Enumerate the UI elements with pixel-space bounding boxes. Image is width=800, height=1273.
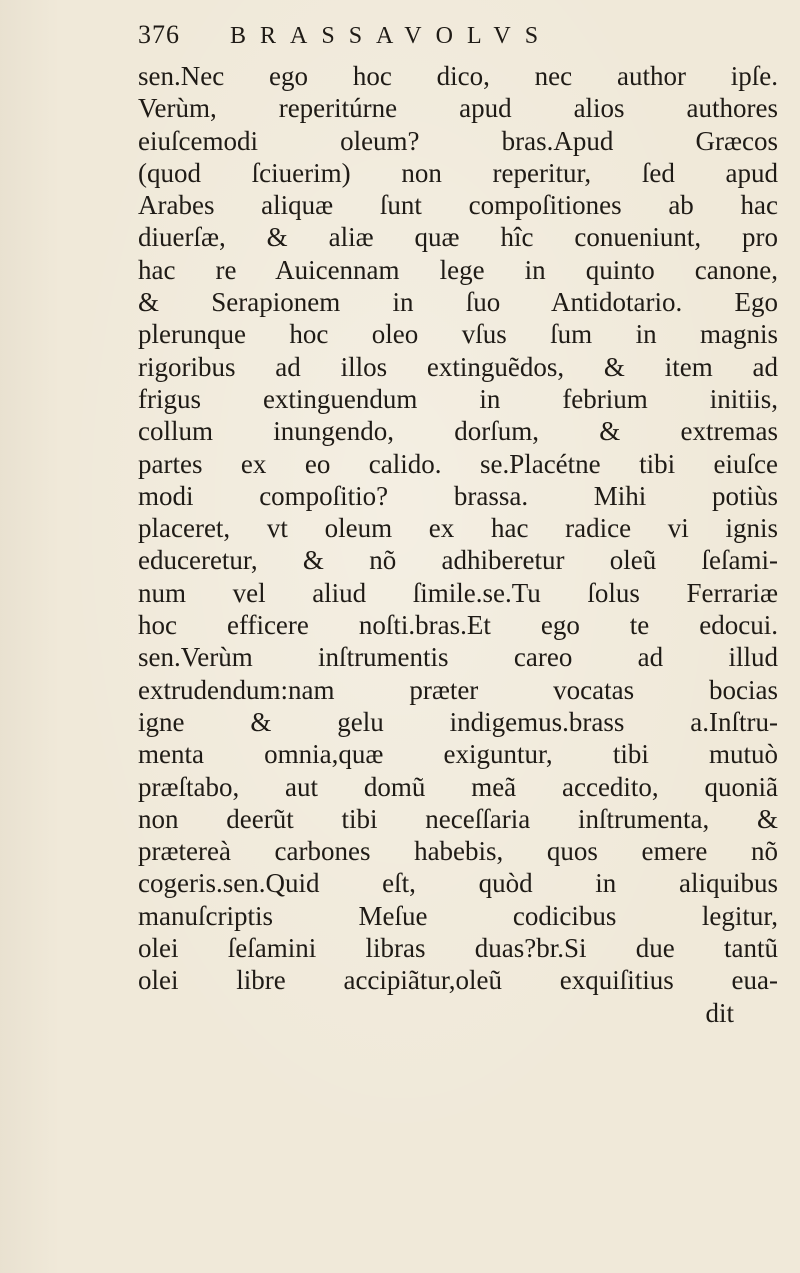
text-line: placeret, vt oleum ex hac radice vi ignis bbox=[138, 513, 778, 544]
text-line: rigoribus ad illos extinguẽdos, & item ad bbox=[138, 351, 778, 382]
text-line: Arabes aliquæ ſunt compoſitiones ab hac bbox=[138, 190, 778, 221]
text-line-final: dit bbox=[705, 997, 734, 1028]
running-head bbox=[138, 20, 698, 56]
text-line: collum inungendo, dorſum, & extremas bbox=[138, 416, 778, 447]
text-line: num vel aliud ſimile.se.Tu ſolus Ferrariæ bbox=[138, 577, 778, 608]
text-line: extrudendum:nam præter vocatas bocias bbox=[138, 674, 778, 705]
text-line: & Serapionem in ſuo Antidotario. Ego bbox=[138, 287, 778, 318]
text-line: menta omnia,quæ exiguntur, tibi mutuò bbox=[138, 739, 778, 770]
running-title: BRASSAVOLVS bbox=[230, 23, 553, 49]
text-line: (quod ſciuerim) non reperitur, ſed apud bbox=[138, 157, 778, 188]
text-line: eiuſcemodi oleum? bras.Apud Græcos bbox=[138, 125, 778, 156]
text-line: diuerſæ, & aliæ quæ hîc conueniunt, pro bbox=[138, 222, 778, 253]
text-line: Verùm, reperitúrne apud alios authores bbox=[138, 93, 778, 124]
text-line: prætereà carbones habebis, quos emere nõ bbox=[138, 836, 778, 867]
text-line: frigus extinguendum in febrium initiis, bbox=[138, 383, 778, 414]
text-line: educeretur, & nõ adhiberetur oleũ ſeſami- bbox=[138, 545, 778, 576]
page-number: 376 bbox=[138, 20, 180, 49]
text-line: cogeris.sen.Quid eſt, quòd in aliquibus bbox=[138, 868, 778, 899]
text-line: non deerũt tibi neceſſaria inſtrumenta, & bbox=[138, 803, 778, 834]
text-line: modi compoſitio? brassa. Mihi potiùs bbox=[138, 480, 778, 511]
body-text bbox=[138, 60, 778, 1029]
text-line: olei ſeſamini libras duas?br.Si due tantũ bbox=[138, 933, 778, 964]
text-line: manuſcriptis Meſue codicibus legitur, bbox=[138, 900, 778, 931]
text-line: sen.Nec ego hoc dico, nec author ipſe. bbox=[138, 61, 778, 91]
text-line: præſtabo, aut domũ meã accedito, quoniã bbox=[138, 771, 778, 802]
text-line: hac re Auicennam lege in quinto canone, bbox=[138, 254, 778, 285]
text-line: partes ex eo calido. se.Placétne tibi eiuſce bbox=[138, 448, 778, 479]
text-line: hoc efficere noſti.bras.Et ego te edocui. bbox=[138, 610, 778, 641]
text-line: igne & gelu indigemus.brass a.Inſtru- bbox=[138, 706, 778, 737]
text-line: plerunque hoc oleo vſus ſum in magnis bbox=[138, 319, 778, 350]
text-line: sen.Verùm inſtrumentis careo ad illud bbox=[138, 642, 778, 673]
text-line: olei libre accipiãtur,oleũ exquiſitius eua- bbox=[138, 965, 778, 996]
